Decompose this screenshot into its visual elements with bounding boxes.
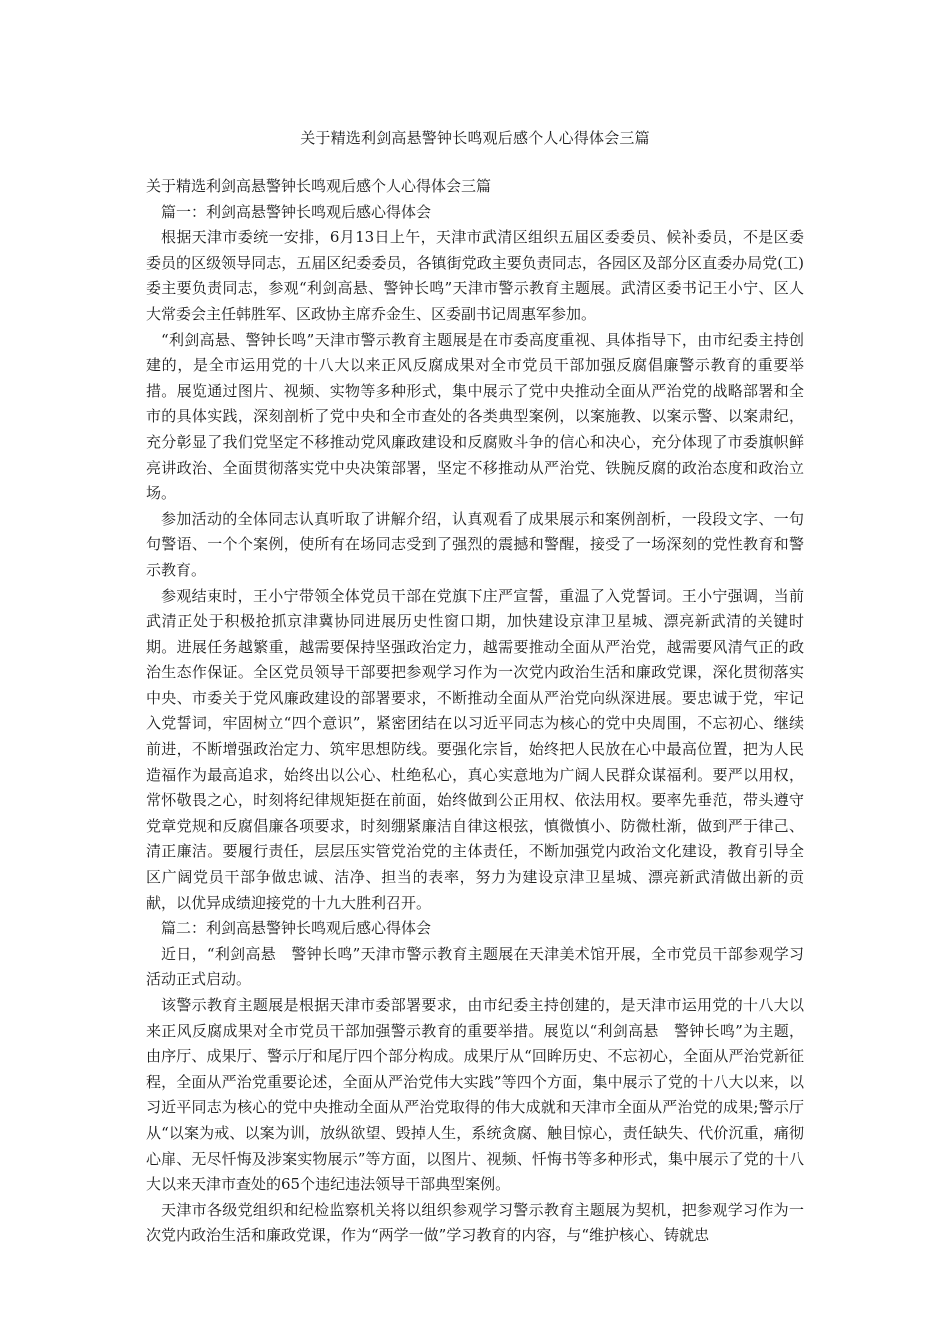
section-heading-2: 篇二：利剑高悬警钟长鸣观后感心得体会	[161, 919, 432, 938]
paragraph: 参加活动的全体同志认真听取了讲解介绍，认真观看了成果展示和案例剖析，一段段文字、一句句警语、一个个案例，使所有在场同志受到了强烈的震撼和警醒，接受了一场深刻的党性教育和警示教育。	[146, 509, 804, 579]
section-heading-1: 篇一：利剑高悬警钟长鸣观后感心得体会	[161, 202, 432, 221]
paragraph: 近日，“利剑高悬 警钟长鸣”天津市警示教育主题展在天津美术馆开展，全市党员干部参观学习活动正式启动。	[146, 944, 804, 989]
paragraph: 天津市各级党组织和纪检监察机关将以组织参观学习警示教育主题展为契机，把参观学习作为一次党内政治生活和廉政党课，作为“两学一做”学习教育的内容，与“维护核心、铸就忠	[146, 1200, 804, 1245]
document-body	[146, 174, 804, 1249]
paragraph: 根据天津市委统一安排，6月13日上午，天津市武清区组织五届区委委员、候补委员，不是区委委员的区级领导同志，五届区纪委委员，各镇街党政主要负责同志，各园区及部分区直委办局党(工)委主要负责同志，参观“利剑高悬、警钟长鸣”天津市警示教育主题展。武清区委书记王小宁、区人大常委会主任韩胜军、区政协主席乔金生、区委副书记周惠军参加。	[146, 228, 804, 323]
document-subtitle: 关于精选利剑高悬警钟长鸣观后感个人心得体会三篇	[146, 177, 492, 195]
paragraph: “利剑高悬、警钟长鸣”天津市警示教育主题展是在市委高度重视、具体指导下，由市纪委主持创建的，是全市运用党的十八大以来正风反腐成果对全市党员干部加强反腐倡廉警示教育的重要举措。展览通过图片、视频、实物等多种形式，集中展示了党中央推动全面从严治党的战略部署和全市的具体实践，深刻剖析了党中央和全市查处的各类典型案例，以案施教、以案示警、以案肃纪，充分彰显了我们党坚定不移推动党风廉政建设和反腐败斗争的信心和决心，充分体现了市委旗帜鲜亮讲政治、全面贯彻落实党中央决策部署，坚定不移推动从严治党、铁腕反腐的政治态度和政治立场。	[146, 330, 804, 503]
document-title: 关于精选利剑高悬警钟长鸣观后感个人心得体会三篇	[300, 129, 650, 147]
paragraph: 参观结束时，王小宁带领全体党员干部在党旗下庄严宣誓，重温了入党誓词。王小宁强调，当前武清正处于积极抢抓京津冀协同进展历史性窗口期，加快建设京津卫星城、漂亮新武清的关键时期。进展任务越繁重，越需要保持坚强政治定力，越需要推动全面从严治党，越需要风清气正的政治生态作保证。全区党员领导干部要把参观学习作为一次党内政治生活和廉政党课，深化贯彻落实中央、市委关于党风廉政建设的部署要求，不断推动全面从严治党向纵深进展。要忠诚于党，牢记入党誓词，牢固树立“四个意识”，紧密团结在以习近平同志为核心的党中央周围，不忘初心、继续前进，不断增强政治定力、筑牢思想防线。要强化宗旨，始终把人民放在心中最高位置，把为人民造福作为最高追求，始终出以公心、杜绝私心，真心实意地为广阔人民群众谋福利。要严以用权，常怀敬畏之心，时刻将纪律规矩挺在前面，始终做到公正用权、依法用权。要率先垂范，带头遵守党章党规和反腐倡廉各项要求，时刻绷紧廉洁自律这根弦，慎微慎小、防微杜渐，做到严于律己、清正廉洁。要履行责任，层层压实管党治党的主体责任，不断加强党内政治文化建设，教育引导全区广阔党员干部争做忠诚、洁净、担当的表率，努力为建设京津卫星城、漂亮新武清做出新的贡献，以优异成绩迎接党的十九大胜利召开。	[146, 586, 804, 912]
paragraph: 该警示教育主题展是根据天津市委部署要求，由市纪委主持创建的，是天津市运用党的十八大以来正风反腐成果对全市党员干部加强警示教育的重要举措。展览以“利剑高悬 警钟长鸣”为主题，由序厅、成果厅、警示厅和尾厅四个部分构成。成果厅从“回眸历史、不忘初心，全面从严治党新征程，全面从严治党重要论述，全面从严治党伟大实践”等四个方面，集中展示了党的十八大以来，以习近平同志为核心的党中央推动全面从严治党取得的伟大成就和天津市全面从严治党的成果;警示厅从“以案为戒、以案为训，放纵欲望、毁掉人生，系统贪腐、触目惊心，责任缺失、代价沉重，痛彻心扉、无尽忏悔及涉案实物展示”等方面，以图片、视频、忏悔书等多种形式，集中展示了党的十八大以来天津市查处的65个违纪违法领导干部典型案例。	[146, 996, 804, 1194]
